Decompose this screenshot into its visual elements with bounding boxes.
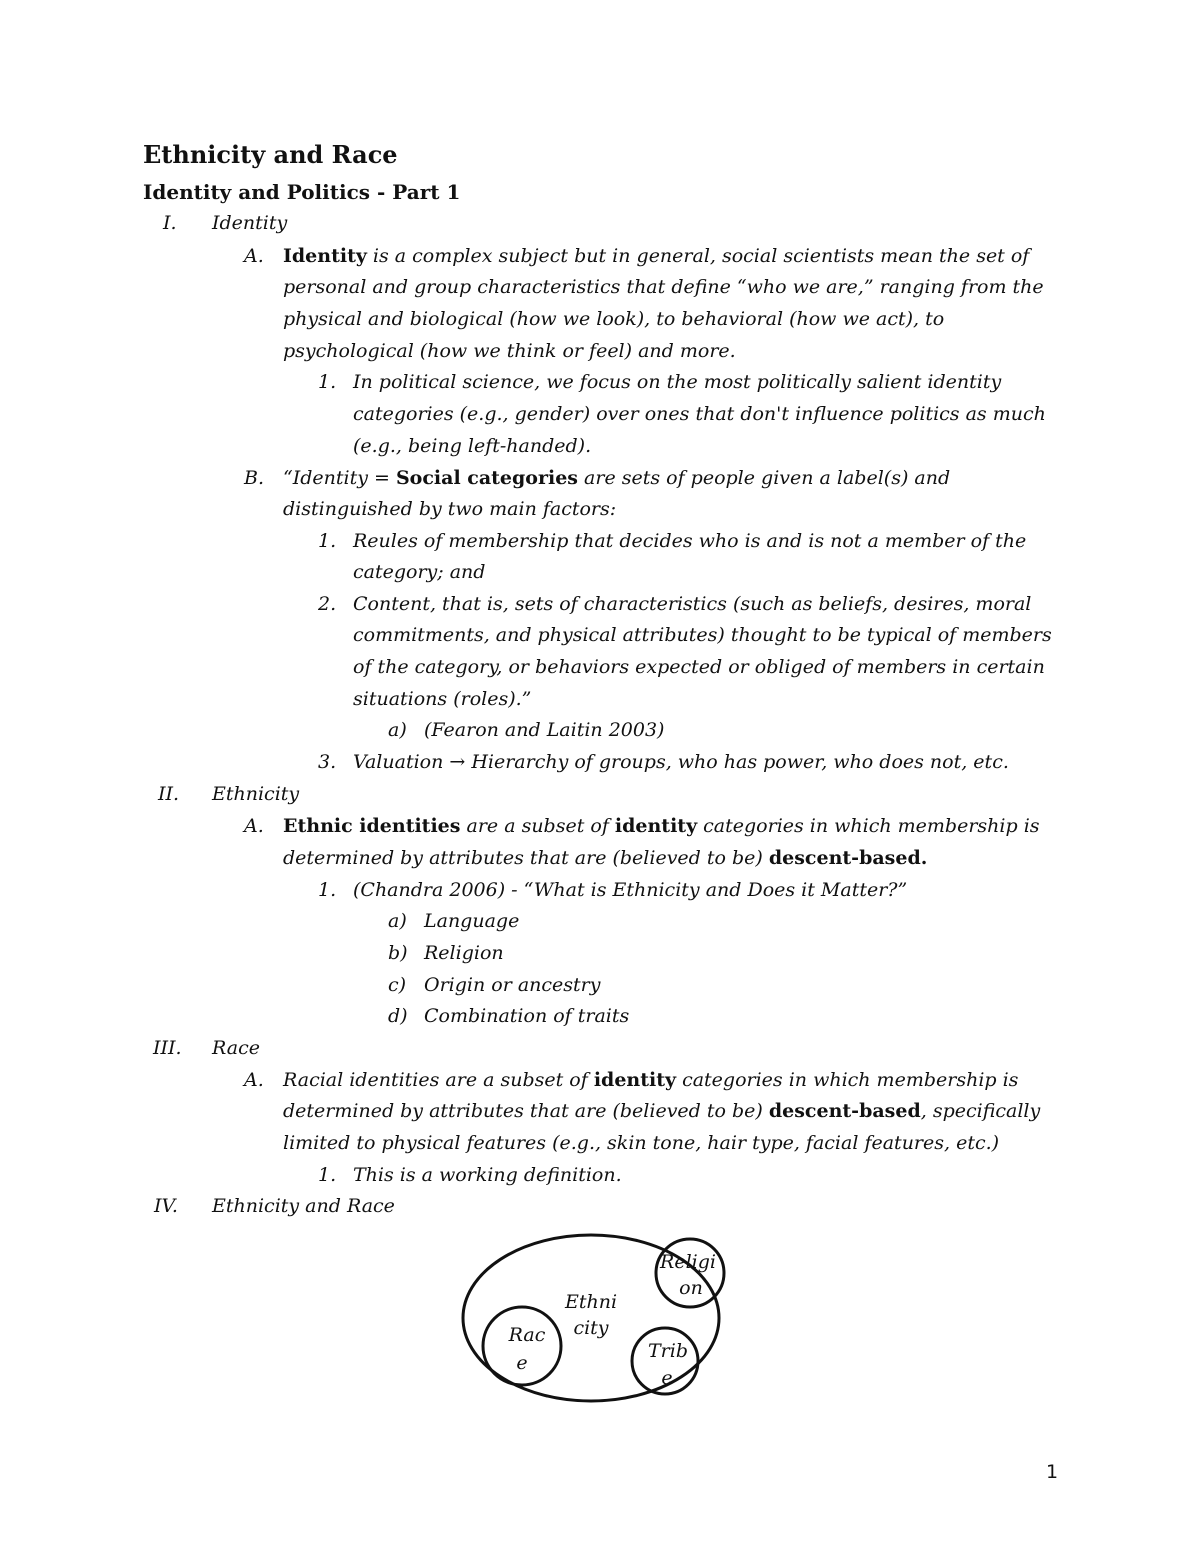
outline-line: personal and group characteristics that define “who we are,” ranging from the: [283, 276, 1044, 298]
outline-line: [283, 463, 950, 495]
section-marker: III.: [153, 1037, 182, 1059]
race-label-line1: Rac: [508, 1324, 546, 1346]
outline-line: categories (e.g., gender) over ones that don't influence politics as much: [353, 403, 1046, 425]
outline-line: [283, 843, 927, 875]
item-marker: a): [388, 910, 407, 932]
item-marker: 1.: [318, 371, 337, 393]
bold-term: Social categories: [395, 467, 578, 489]
outline-line: (Chandra 2006) - “What is Ethnicity and Does it Matter?”: [353, 879, 908, 901]
section-heading: Identity: [212, 212, 288, 234]
outline-line: distinguished by two main factors:: [283, 498, 617, 520]
item-marker: 1.: [318, 879, 337, 901]
item-marker: 1.: [318, 530, 337, 552]
section-marker: IV.: [154, 1195, 178, 1217]
item-marker: A.: [244, 815, 264, 837]
line-text: categories in which membership is: [697, 815, 1040, 837]
religion-label-line2: on: [679, 1277, 703, 1299]
line-text: is a complex subject but in general, social scientists mean the set of: [366, 245, 1030, 267]
ethnicity-race-diagram: [455, 1228, 745, 1408]
item-marker: d): [388, 1005, 408, 1027]
section-heading: Race: [212, 1037, 260, 1059]
line-text: “Identity =: [283, 467, 396, 489]
bold-term: identity: [593, 1069, 677, 1091]
outline-line: [283, 1065, 1018, 1097]
outline-line: (Fearon and Laitin 2003): [424, 719, 665, 741]
bold-term: Ethnic identities: [283, 815, 461, 837]
item-marker: A.: [244, 1069, 264, 1091]
outline-line: psychological (how we think or feel) and more.: [283, 340, 736, 362]
tribe-label-line2: e: [661, 1367, 673, 1389]
line-text: .: [920, 847, 928, 869]
outline-line: [283, 1096, 1040, 1128]
ethnicity-label-line2: city: [573, 1317, 609, 1339]
line-text: , specifically: [920, 1100, 1041, 1122]
outline-line: limited to physical features (e.g., skin tone, hair type, facial features, etc.): [283, 1132, 1000, 1154]
section-heading: Ethnicity: [212, 783, 300, 805]
tribe-label-line1: Trib: [648, 1340, 688, 1362]
ethnicity-label-line1: Ethni: [564, 1291, 618, 1313]
outline-line: situations (roles).”: [353, 688, 532, 710]
document-subtitle: Identity and Politics - Part 1: [143, 180, 461, 204]
item-marker: B.: [244, 467, 265, 489]
line-text: are sets of people given a label(s) and: [578, 467, 951, 489]
bold-term: Identity: [283, 245, 367, 267]
race-label-line2: e: [516, 1352, 528, 1374]
outline-line: Religion: [424, 942, 504, 964]
line-text: determined by attributes that are (believed to be): [283, 847, 769, 869]
item-marker: c): [388, 974, 407, 996]
outline-line: Valuation → Hierarchy of groups, who has power, who does not, etc.: [353, 751, 1009, 773]
outline-line: [283, 241, 1029, 273]
line-text: Racial identities are a subset of: [283, 1069, 594, 1091]
item-marker: 1.: [318, 1164, 337, 1186]
line-text: are a subset of: [460, 815, 615, 837]
item-marker: 2.: [318, 593, 337, 615]
outline-line: commitments, and physical attributes) thought to be typical of members: [353, 624, 1052, 646]
page-number: 1: [1046, 1461, 1059, 1483]
religion-label-line1: Religi: [660, 1251, 716, 1273]
outline-line: Reules of membership that decides who is and is not a member of the: [353, 530, 1027, 552]
outline-line: In political science, we focus on the most politically salient identity: [353, 371, 1002, 393]
item-marker: a): [388, 719, 407, 741]
item-marker: 3.: [318, 751, 337, 773]
item-marker: b): [388, 942, 408, 964]
outline-line: of the category, or behaviors expected or obliged of members in certain: [353, 656, 1045, 678]
section-marker: I.: [163, 212, 177, 234]
outline-line: This is a working definition.: [353, 1164, 622, 1186]
outline-line: [283, 811, 1040, 843]
section-heading: Ethnicity and Race: [212, 1195, 395, 1217]
section-marker: II.: [158, 783, 180, 805]
outline-line: physical and biological (how we look), to behavioral (how we act), to: [283, 308, 945, 330]
bold-term: descent-based: [768, 847, 921, 869]
line-text: determined by attributes that are (believed to be): [283, 1100, 769, 1122]
outline-line: Language: [424, 910, 520, 932]
outline-line: Content, that is, sets of characteristics (such as beliefs, desires, moral: [353, 593, 1032, 615]
outline-line: (e.g., being left-handed).: [353, 435, 592, 457]
bold-term: descent-based: [768, 1100, 921, 1122]
line-text: categories in which membership is: [676, 1069, 1019, 1091]
outline-line: Combination of traits: [424, 1005, 630, 1027]
document-title: Ethnicity and Race: [143, 140, 398, 169]
item-marker: A.: [244, 245, 264, 267]
bold-term: identity: [614, 815, 698, 837]
outline-line: Origin or ancestry: [424, 974, 601, 996]
outline-line: category; and: [353, 561, 486, 583]
